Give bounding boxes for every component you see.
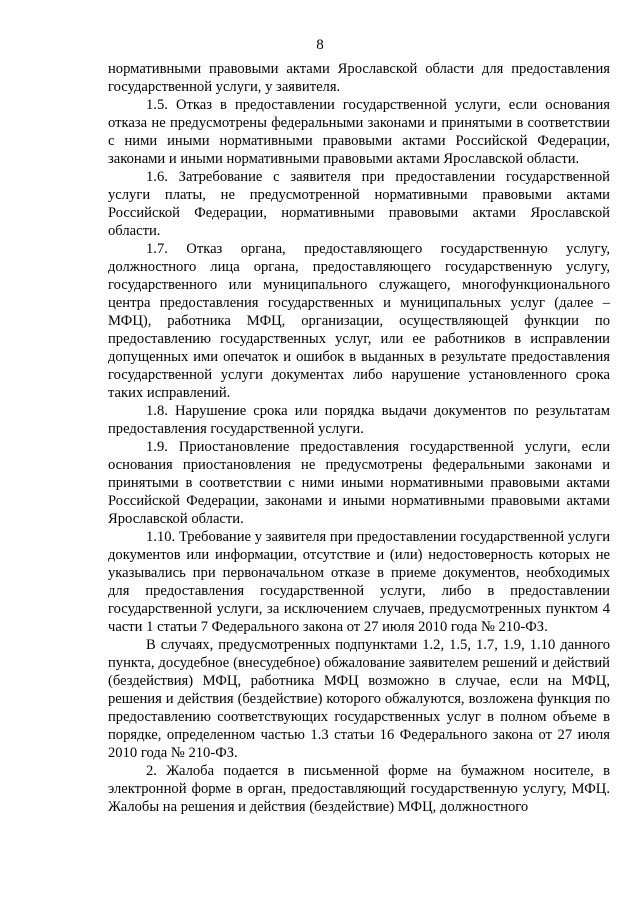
document-body (108, 60, 610, 816)
page-number: 8 (316, 37, 324, 53)
paragraph-1-10: 1.10. Требование у заявителя при предоставлении государственной услуги документов или информации, отсутствие и (или) недостоверность которых не указывались при первоначальном отказе в приеме документов, необходимых для предоставления государственной услуги, либо в предоставлении государственной услуги, за исключением случаев, предусмотренных пунктом 4 части 1 статьи 7 Федерального закона от 27 июля 2010 года № 210-ФЗ. (108, 529, 610, 635)
paragraph-1-8: 1.8. Нарушение срока или порядка выдачи документов по результатам предоставления государственной услуги. (108, 403, 610, 437)
paragraph-1-9: 1.9. Приостановление предоставления государственной услуги, если основания приостановления не предусмотрены федеральными законами и принятыми в соответствии с ними иными нормативными правовыми актами Российской Федерации, законами и иными нормативными правовыми актами Ярославской области. (108, 439, 610, 527)
paragraph-1-6: 1.6. Затребование с заявителя при предоставлении государственной услуги платы, не предусмотренной нормативными правовыми актами Российской Федерации, нормативными правовыми актами Ярославской области. (108, 169, 610, 239)
paragraph-2: 2. Жалоба подается в письменной форме на бумажном носителе, в электронной форме в орган, предоставляющий государственную услугу, МФЦ. Жалобы на решения и действия (бездействие) МФЦ, должностного (108, 763, 610, 815)
paragraph-1-5: 1.5. Отказ в предоставлении государственной услуги, если основания отказа не предусмотрены федеральными законами и принятыми в соответствии с ними иными нормативными правовыми актами Российской Федерации, законами и иными нормативными правовыми актами Ярославской области. (108, 97, 610, 167)
paragraph-1-7: 1.7. Отказ органа, предоставляющего государственную услугу, должностного лица органа, предоставляющего государственную услугу, государственного или муниципального служащего, многофункционального центра предоставления государственных и муниципальных услуг (далее – МФЦ), работника МФЦ, организации, осуществляющей функции по предоставлению государственных услуг, или ее работников в исправлении допущенных ими опечаток и ошибок в выданных в результате предоставления государственной услуги документах либо нарушение установленного срока таких исправлений. (108, 241, 610, 401)
paragraph-continuation: нормативными правовыми актами Ярославской области для предоставления государственной услуги, у заявителя. (108, 61, 610, 95)
paragraph-cases: В случаях, предусмотренных подпунктами 1.2, 1.5, 1.7, 1.9, 1.10 данного пункта, досудебное (внесудебное) обжалование заявителем решений и действий (бездействия) МФЦ, работника МФЦ возможно в случае, если на МФЦ, решения и действия (бездействие) которого обжалуются, возложена функция по предоставлению соответствующих государственных услуг в полном объеме в порядке, определенном частью 1.3 статьи 16 Федерального закона от 27 июля 2010 года № 210-ФЗ. (108, 637, 610, 761)
